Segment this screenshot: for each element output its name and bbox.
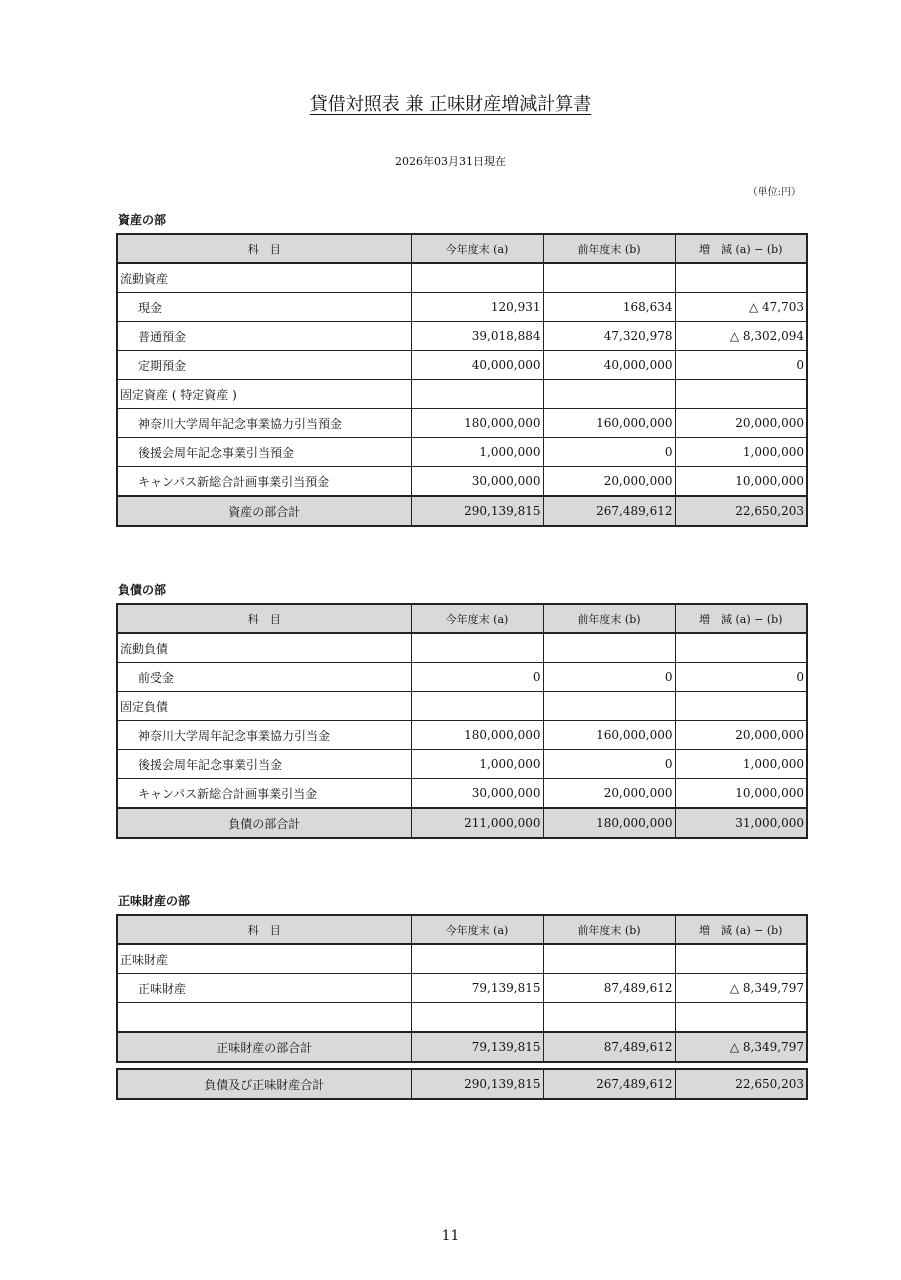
change-value: 1,000,000 (675, 438, 807, 467)
current-year-value: 79,139,815 (411, 974, 543, 1003)
table-header-row (117, 915, 807, 944)
account-name: 後援会周年記念事業引当預金 (117, 438, 411, 467)
table-row (117, 944, 807, 974)
change-value: 10,000,000 (675, 467, 807, 497)
change-value (675, 1003, 807, 1033)
table-row (117, 351, 807, 380)
account-name: 神奈川大学周年記念事業協力引当預金 (117, 409, 411, 438)
section-total-previous: 180,000,000 (543, 808, 675, 838)
section-total-label: 資産の部合計 (117, 496, 411, 526)
previous-year-value: 20,000,000 (543, 467, 675, 497)
section-total-label: 負債の部合計 (117, 808, 411, 838)
account-name: 普通預金 (117, 322, 411, 351)
previous-year-value (543, 692, 675, 721)
account-name: 後援会周年記念事業引当金 (117, 750, 411, 779)
assets-section-label: 資産の部 (118, 213, 167, 227)
change-value (675, 380, 807, 409)
previous-year-value (543, 1003, 675, 1033)
table-row (117, 750, 807, 779)
account-name: 流動負債 (117, 633, 411, 663)
section-total-current: 211,000,000 (411, 808, 543, 838)
table-row (117, 663, 807, 692)
previous-year-value (543, 380, 675, 409)
section-total-row (117, 808, 807, 838)
header-current: 今年度末 (a) (411, 604, 543, 633)
section-total-previous: 87,489,612 (543, 1032, 675, 1062)
assets-table (116, 233, 808, 527)
header-change: 増 減 (a) − (b) (675, 915, 807, 944)
table-row (117, 263, 807, 293)
change-value (675, 633, 807, 663)
change-value: 0 (675, 351, 807, 380)
section-total-current: 79,139,815 (411, 1032, 543, 1062)
page-title: 貸借対照表 兼 正味財産増減計算書 (309, 94, 592, 115)
current-year-value (411, 1003, 543, 1033)
change-value: △ 8,302,094 (675, 322, 807, 351)
net-assets-section-label: 正味財産の部 (118, 894, 191, 908)
account-name: 定期預金 (117, 351, 411, 380)
section-total-change: 31,000,000 (675, 808, 807, 838)
report-date: 2026年03月31日現在 (395, 155, 506, 168)
table-row (117, 779, 807, 809)
header-current: 今年度末 (a) (411, 915, 543, 944)
table-row (117, 293, 807, 322)
change-value: 20,000,000 (675, 721, 807, 750)
account-name: 現金 (117, 293, 411, 322)
previous-year-value: 168,634 (543, 293, 675, 322)
current-year-value: 180,000,000 (411, 721, 543, 750)
change-value: △ 47,703 (675, 293, 807, 322)
grand-total-change: 22,650,203 (675, 1069, 807, 1099)
header-previous: 前年度末 (b) (543, 234, 675, 263)
section-total-change: △ 8,349,797 (675, 1032, 807, 1062)
previous-year-value: 0 (543, 438, 675, 467)
current-year-value: 1,000,000 (411, 750, 543, 779)
account-name: 固定負債 (117, 692, 411, 721)
table-row (117, 633, 807, 663)
liabilities-table (116, 603, 808, 839)
table-row (117, 1003, 807, 1033)
previous-year-value: 20,000,000 (543, 779, 675, 809)
section-total-previous: 267,489,612 (543, 496, 675, 526)
account-name: キャンパス新総合計画事業引当預金 (117, 467, 411, 497)
grand-total-row (117, 1069, 807, 1099)
current-year-value (411, 633, 543, 663)
header-change: 増 減 (a) − (b) (675, 604, 807, 633)
header-previous: 前年度末 (b) (543, 915, 675, 944)
change-value: 0 (675, 663, 807, 692)
current-year-value (411, 263, 543, 293)
account-name: 正味財産 (117, 944, 411, 974)
current-year-value: 39,018,884 (411, 322, 543, 351)
previous-year-value: 160,000,000 (543, 721, 675, 750)
previous-year-value (543, 263, 675, 293)
current-year-value (411, 692, 543, 721)
header-previous: 前年度末 (b) (543, 604, 675, 633)
current-year-value (411, 944, 543, 974)
header-account: 科 目 (117, 915, 411, 944)
section-total-row (117, 496, 807, 526)
grand-total-previous: 267,489,612 (543, 1069, 675, 1099)
previous-year-value: 87,489,612 (543, 974, 675, 1003)
page-number: 11 (441, 1228, 460, 1244)
table-row (117, 467, 807, 497)
change-value: 1,000,000 (675, 750, 807, 779)
grand-total-label: 負債及び正味財産合計 (117, 1069, 411, 1099)
previous-year-value (543, 633, 675, 663)
current-year-value: 180,000,000 (411, 409, 543, 438)
account-name: 正味財産 (117, 974, 411, 1003)
table-row (117, 380, 807, 409)
previous-year-value: 47,320,978 (543, 322, 675, 351)
section-total-current: 290,139,815 (411, 496, 543, 526)
account-name: キャンパス新総合計画事業引当金 (117, 779, 411, 809)
current-year-value: 30,000,000 (411, 467, 543, 497)
section-total-label: 正味財産の部合計 (117, 1032, 411, 1062)
current-year-value: 30,000,000 (411, 779, 543, 809)
account-name: 前受金 (117, 663, 411, 692)
net-assets-table (116, 914, 808, 1063)
section-total-change: 22,650,203 (675, 496, 807, 526)
grand-total-current: 290,139,815 (411, 1069, 543, 1099)
previous-year-value: 0 (543, 663, 675, 692)
unit-label: （単位:円） (747, 187, 801, 198)
account-name: 流動資産 (117, 263, 411, 293)
previous-year-value: 0 (543, 750, 675, 779)
previous-year-value: 40,000,000 (543, 351, 675, 380)
table-row (117, 409, 807, 438)
header-account: 科 目 (117, 604, 411, 633)
change-value (675, 692, 807, 721)
change-value: 20,000,000 (675, 409, 807, 438)
change-value: 10,000,000 (675, 779, 807, 809)
table-row (117, 438, 807, 467)
header-change: 増 減 (a) − (b) (675, 234, 807, 263)
liabilities-section-label: 負債の部 (118, 583, 167, 597)
current-year-value: 1,000,000 (411, 438, 543, 467)
current-year-value: 120,931 (411, 293, 543, 322)
table-row (117, 692, 807, 721)
table-header-row (117, 234, 807, 263)
table-row (117, 322, 807, 351)
table-header-row (117, 604, 807, 633)
account-name (117, 1003, 411, 1033)
header-current: 今年度末 (a) (411, 234, 543, 263)
change-value (675, 263, 807, 293)
change-value: △ 8,349,797 (675, 974, 807, 1003)
current-year-value: 40,000,000 (411, 351, 543, 380)
table-row (117, 721, 807, 750)
change-value (675, 944, 807, 974)
grand-total-table (116, 1068, 808, 1100)
table-row (117, 974, 807, 1003)
current-year-value (411, 380, 543, 409)
current-year-value: 0 (411, 663, 543, 692)
header-account: 科 目 (117, 234, 411, 263)
previous-year-value (543, 944, 675, 974)
previous-year-value: 160,000,000 (543, 409, 675, 438)
section-total-row (117, 1032, 807, 1062)
account-name: 固定資産 ( 特定資産 ) (117, 380, 411, 409)
account-name: 神奈川大学周年記念事業協力引当金 (117, 721, 411, 750)
